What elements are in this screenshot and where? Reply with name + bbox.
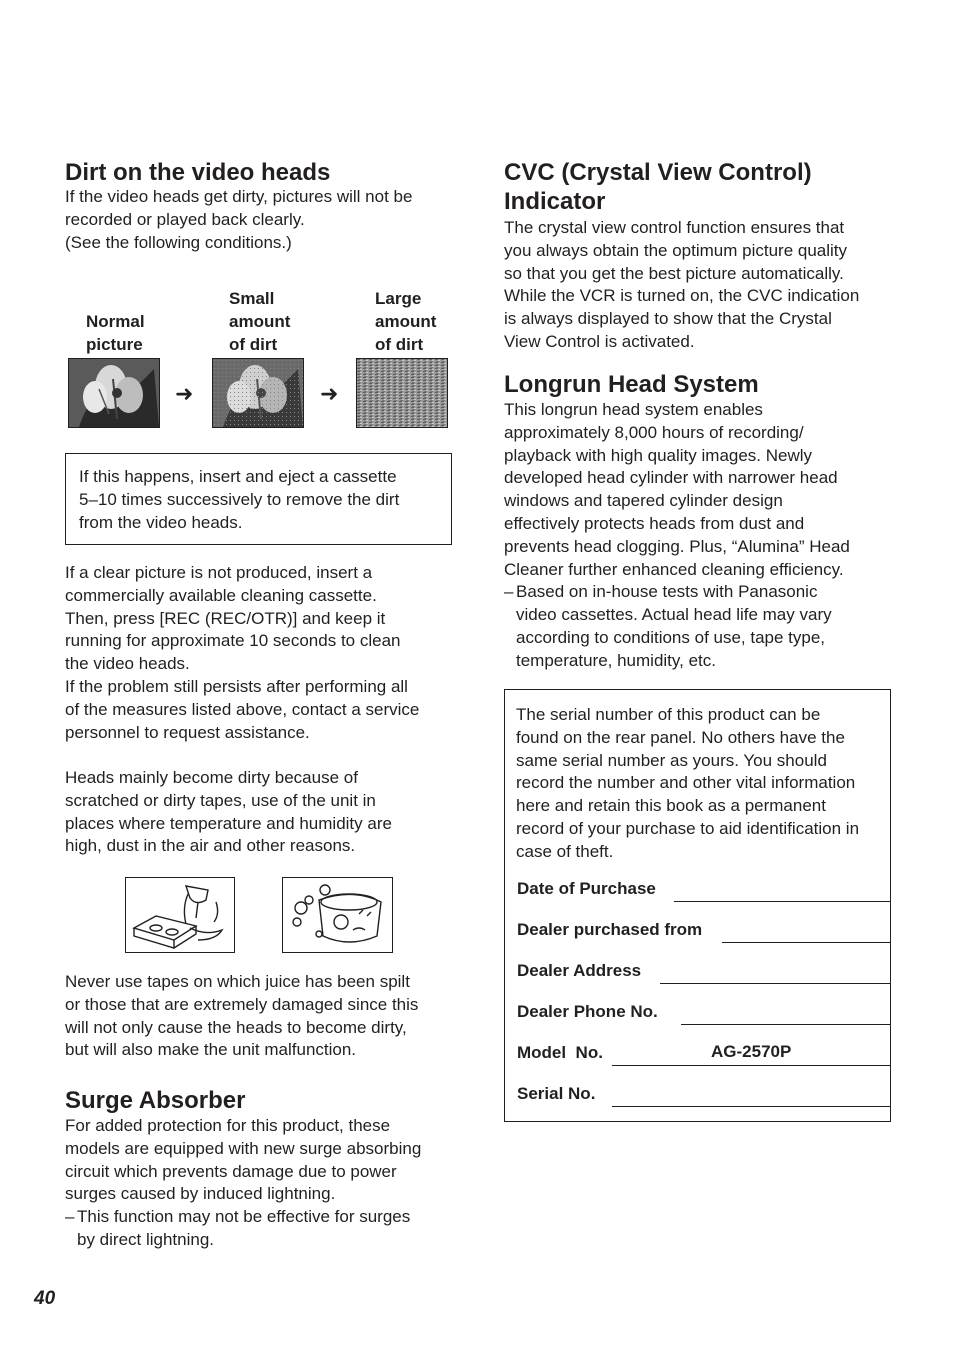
dirty-causes-paragraph: Heads mainly become dirty because of scratched or dirty tapes, use of the unit in places where temperature and humidity are high, dust in the air and other reasons. bbox=[65, 768, 392, 856]
small-dirt-image bbox=[212, 358, 304, 428]
dealer-address-field[interactable]: Dealer Address bbox=[517, 943, 890, 984]
juice-warning-paragraph: Never use tapes on which juice has been spilt or those that are extremely damaged since this will not only cause the heads to become dirty, but will also make the unit malfunction. bbox=[65, 972, 419, 1060]
dealer-phone-field[interactable]: Dealer Phone No. bbox=[517, 984, 890, 1025]
large-dirt-image bbox=[356, 358, 448, 428]
model-number-value: AG-2570P bbox=[711, 1042, 792, 1061]
serial-intro: The serial number of this product can be found on the rear panel. No others have the same serial number as yours. You should record the number and other vital information here and retain this book as a permanent record of your purchase to aid identification in case of theft. bbox=[516, 705, 860, 861]
cleaning-notice-box: If this happens, insert and eject a cassette 5–10 times successively to remove the dirt from the video heads. bbox=[65, 453, 452, 545]
arrow-right-icon: ➜ bbox=[320, 381, 339, 406]
cleaning-cassette-paragraph: If a clear picture is not produced, insert a commercially available cleaning cassette. Then, press [REC (REC/OTR)] and keep it running for approximate 10 seconds to clean the video heads. If the problem still persists after performing all of the measures listed above, contact a service personnel to request assistance. bbox=[65, 563, 420, 742]
label-large-dirt: Large amount of dirt bbox=[375, 289, 437, 354]
surge-body: For added protection for this product, these models are equipped with new surge absorbing circuit which prevents damage due to power surges caused by induced lightning. – This function may not be effective for surges by direct lightning. bbox=[65, 1115, 421, 1252]
serial-no-line[interactable] bbox=[612, 1106, 890, 1107]
page-number: 40 bbox=[34, 1288, 56, 1309]
surge-heading: Surge Absorber bbox=[65, 1087, 246, 1114]
juice-spill-illustration bbox=[125, 877, 235, 953]
surge-note: – This function may not be effective for surges by direct lightning. bbox=[65, 1207, 411, 1249]
model-no-field: Model No. AG-2570P bbox=[517, 1025, 890, 1066]
dirt-heading: Dirt on the video heads bbox=[65, 159, 331, 186]
model-no-line bbox=[612, 1024, 890, 1066]
normal-picture-image bbox=[68, 358, 160, 428]
longrun-heading: Longrun Head System bbox=[504, 371, 759, 398]
serial-record-box bbox=[504, 689, 891, 1122]
cvc-body: The crystal view control function ensures that you always obtain the optimum picture quality so that you get the best picture automatically. While the VCR is turned on, the CVC indication is always displayed to show that the Crystal View Control is activated. bbox=[504, 218, 860, 351]
dirt-intro: If the video heads get dirty, pictures will not be recorded or played back clearly. (See the following conditions.) bbox=[65, 187, 413, 252]
longrun-note: – Based on in-house tests with Panasonic video cassettes. Actual head life may vary according to conditions of use, tape type, temperature, humidity, etc. bbox=[504, 582, 832, 670]
arrow-right-icon: ➜ bbox=[175, 381, 194, 406]
label-normal-picture: Normal picture bbox=[86, 312, 145, 354]
date-of-purchase-field[interactable]: Date of Purchase bbox=[517, 861, 890, 902]
damaged-tape-illustration bbox=[282, 877, 393, 953]
serial-no-field[interactable]: Serial No. bbox=[517, 1066, 890, 1107]
longrun-body: This longrun head system enables approximately 8,000 hours of recording/ playback with high quality images. Newly developed head cylinder with narrower head windows and tapered cylinder design effectively protects heads from dust and prevents head clogging. Plus, “Alumina” Head Cleaner further enhanced cleaning efficiency. – Based on in-house tests with Panasonic video cassettes. Actual head life may vary according to conditions of use, tape type, temperature, humidity, etc. bbox=[504, 399, 850, 673]
cvc-heading: CVC (Crystal View Control) Indicator bbox=[504, 159, 812, 215]
dealer-purchased-from-field[interactable]: Dealer purchased from bbox=[517, 902, 890, 943]
label-small-dirt: Small amount of dirt bbox=[229, 289, 291, 354]
